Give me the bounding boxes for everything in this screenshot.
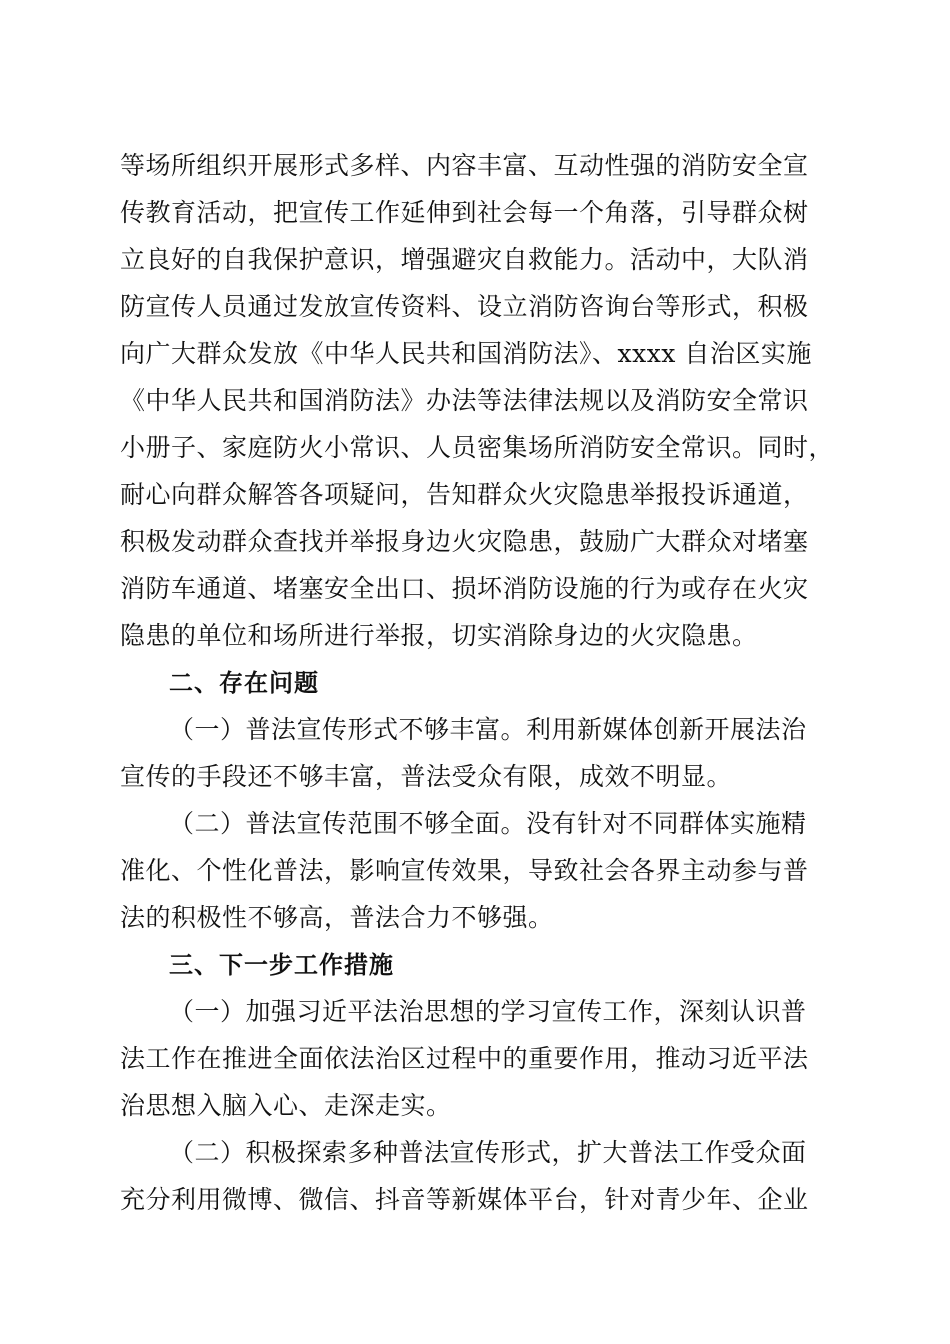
text-line: 准化、个性化普法，影响宣传效果，导致社会各界主动参与普 [120,856,809,885]
paragraph-start-line: （二）积极探索多种普法宣传形式，扩大普法工作受众面 [169,1138,807,1167]
text-line: 防宣传人员通过发放宣传资料、设立消防咨询台等形式，积极 [120,292,809,321]
text-line: 立良好的自我保护意识，增强避灾自救能力。活动中，大队消 [120,245,809,274]
section-heading: 二、存在问题 [169,669,319,697]
text-line: 法的积极性不够高，普法合力不够强。 [120,903,554,932]
text-line: 积极发动群众查找并举报身边火灾隐患，鼓励广大群众对堵塞 [120,527,809,556]
text-line: 治思想入脑入心、走深走实。 [120,1091,452,1120]
text-line: 小册子、家庭防火小常识、人员密集场所消防安全常识。同时， [120,433,835,462]
text-line: 隐患的单位和场所进行举报，切实消除身边的火灾隐患。 [120,621,758,650]
text-line: 消防车通道、堵塞安全出口、损坏消防设施的行为或存在火灾 [120,574,809,603]
text-line: 宣传的手段还不够丰富，普法受众有限，成效不明显。 [120,762,733,791]
paragraph-start-line: （一）普法宣传形式不够丰富。利用新媒体创新开展法治 [169,715,807,744]
paragraph-start-line: （二）普法宣传范围不够全面。没有针对不同群体实施精 [169,809,807,838]
text-line: 向广大群众发放《中华人民共和国消防法》、xxxx 自治区实施 [120,339,812,368]
paragraph-start-line: （一）加强习近平法治思想的学习宣传工作，深刻认识普 [169,997,807,1026]
text-line: 法工作在推进全面依法治区过程中的重要作用，推动习近平法 [120,1044,809,1073]
section-heading: 三、下一步工作措施 [169,951,394,979]
text-line: 充分利用微博、微信、抖音等新媒体平台，针对青少年、企业 [120,1185,809,1214]
text-line: 耐心向群众解答各项疑问，告知群众火灾隐患举报投诉通道， [120,480,809,509]
text-line: 等场所组织开展形式多样、内容丰富、互动性强的消防安全宣 [120,151,809,180]
text-line: 《中华人民共和国消防法》办法等法律法规以及消防安全常识 [120,386,809,415]
text-line: 传教育活动，把宣传工作延伸到社会每一个角落，引导群众树 [120,198,809,227]
